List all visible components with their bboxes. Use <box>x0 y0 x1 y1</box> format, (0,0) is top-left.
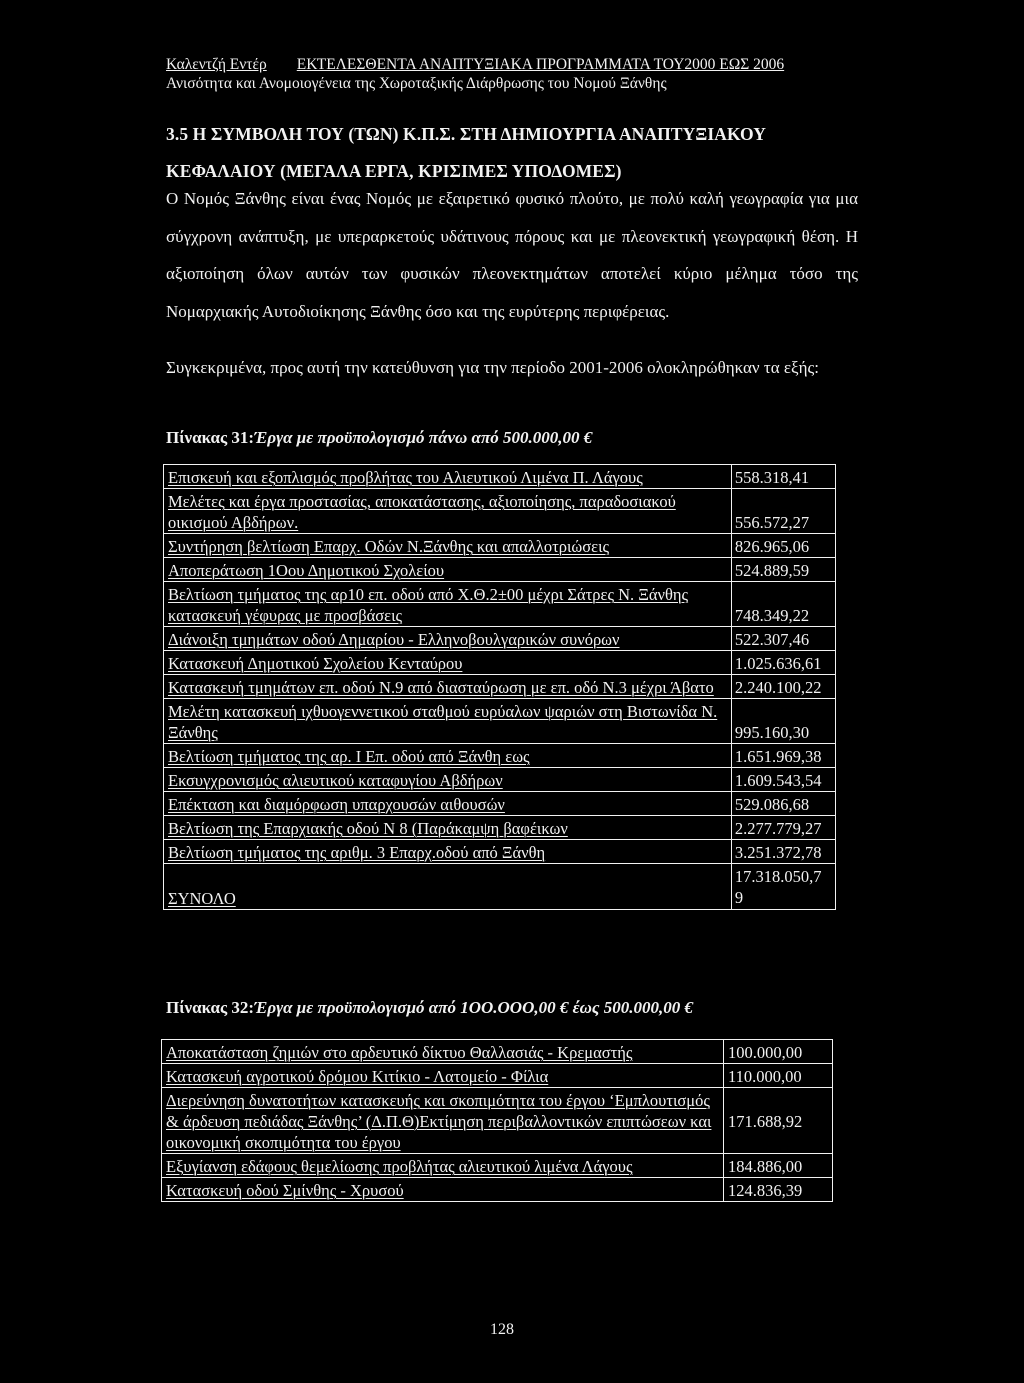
project-description: Βελτίωση τμήματος της αρ. I Επ. οδού από Ξάνθη εως <box>164 744 732 768</box>
table-row <box>164 465 836 489</box>
table-31 <box>163 464 836 910</box>
project-description: Βελτίωση τμήματος της αρ10 επ. οδού από Χ.Θ.2±00 μέχρι Σάτρες Ν. Ξάνθης κατασκευή γέφυρας με προσβάσεις <box>164 582 732 627</box>
project-description: Αποπεράτωση 1Οου Δημοτικού Σχολείου <box>164 558 732 582</box>
project-budget: 3.251.372,78 <box>731 840 835 864</box>
table-row <box>164 558 836 582</box>
table-row <box>162 1064 833 1088</box>
table-32-caption <box>166 998 693 1018</box>
table-row <box>164 675 836 699</box>
table-32 <box>161 1039 833 1202</box>
project-budget: 1.025.636,61 <box>731 651 835 675</box>
project-budget: 558.318,41 <box>731 465 835 489</box>
table-row <box>164 489 836 534</box>
project-description: Βελτίωση τμήματος της αριθμ. 3 Επαρχ.οδού από Ξάνθη <box>164 840 732 864</box>
project-budget: 1.651.969,38 <box>731 744 835 768</box>
project-description: Κατασκευή αγροτικού δρόμου Κιτίκιο - Λατομείο - Φίλια <box>162 1064 724 1088</box>
project-budget: 184.886,00 <box>724 1154 833 1178</box>
project-budget: 2.277.779,27 <box>731 816 835 840</box>
project-budget: 100.000,00 <box>724 1040 833 1064</box>
total-row <box>164 864 836 910</box>
project-description: Αποκατάσταση ζημιών στο αρδευτικό δίκτυο Θαλλασιάς - Κρεμαστής <box>162 1040 724 1064</box>
table-32-caption-text: Έργα με προϋπολογισμό από 1ΟΟ.ΟΟΟ,00 € έως 500.000,00 € <box>254 998 693 1017</box>
project-description: Κατασκευή τμημάτων επ. οδού Ν.9 από διασταύρωση με επ. οδό Ν.3 μέχρι Άβατο <box>164 675 732 699</box>
project-description: Μελέτη κατασκευή ιχθυογεννετικού σταθμού ευρύαλων ψαριών στη Βιστωνίδα Ν. Ξάνθης <box>164 699 732 744</box>
project-description: Βελτίωση της Επαρχιακής οδού Ν 8 (Παράκαμψη βαφέικων <box>164 816 732 840</box>
table-row <box>164 768 836 792</box>
table-row <box>164 699 836 744</box>
table-row <box>164 627 836 651</box>
table-32-label: Πίνακας 32: <box>166 998 255 1017</box>
header-title: ΕΚΤΕΛΕΣΘΕΝΤΑ ΑΝΑΠΤΥΞΙΑΚΑ ΠΡΟΓΡΑΜΜΑΤΑ ΤΟΥ2000 ΕΩΣ 2006 <box>296 56 785 73</box>
intro-paragraph: Ο Νομός Ξάνθης είναι ένας Νομός με εξαιρετικό φυσικό πλούτο, με πολύ καλή γεωγραφία για μια σύγχρονη ανάπτυξη, με υπεραρκετούς υδάτινους πόρους και με πλεονεκτική γεωγραφική θέση. Η αξιοποίηση όλων αυτών των φυσικών πλεονεκτημάτων αποτελεί κύριο μέλημα τόσο της Νομαρχιακής Αυτοδιοίκησης Ξάνθης όσο και της ευρύτερης περιφέρειας. <box>166 189 858 321</box>
table-31-caption-text: Έργα με προϋπολογισμό πάνω από 500.000,00 € <box>254 428 593 447</box>
project-description: Εξυγίανση εδάφους θεμελίωσης προβλήτας αλιευτικού λιμένα Λάγους <box>162 1154 724 1178</box>
table-row <box>162 1154 833 1178</box>
project-budget: 124.836,39 <box>724 1178 833 1202</box>
table-row <box>164 792 836 816</box>
table-row <box>164 582 836 627</box>
header-author: Καλεντζή Εντέρ <box>166 56 267 73</box>
table-row <box>162 1040 833 1064</box>
table-31-body <box>164 465 836 910</box>
project-budget: 748.349,22 <box>731 582 835 627</box>
table-row <box>164 534 836 558</box>
running-header <box>166 55 886 93</box>
project-description: Επέκταση και διαμόρφωση υπαρχουσών αιθουσών <box>164 792 732 816</box>
page-number: 128 <box>490 1321 514 1338</box>
project-budget: 995.160,30 <box>731 699 835 744</box>
table-row <box>162 1088 833 1154</box>
table-row <box>164 651 836 675</box>
table-32-body <box>162 1040 833 1202</box>
total-label: ΣΥΝΟΛΟ <box>164 864 732 910</box>
project-description: Μελέτες και έργα προστασίας, αποκατάστασης, αξιοποίησης, παραδοσιακού οικισμού Αβδήρων. <box>164 489 732 534</box>
section-title: 3.5 Η ΣΥΜΒΟΛΗ ΤΟΥ (ΤΩΝ) Κ.Π.Σ. ΣΤΗ ΔΗΜΙΟΥΡΓΙΑ ΑΝΑΠΤΥΞΙΑΚΟΥ ΚΕΦΑΛΑΙΟΥ (ΜΕΓΑΛΑ ΕΡΓΑ, ΚΡΙΣΙΜΕΣ ΥΠΟΔΟΜΕΣ) <box>166 124 766 181</box>
table-row <box>164 840 836 864</box>
project-description: Κατασκευή οδού Σμίνθης - Χρυσού <box>162 1178 724 1202</box>
project-description: Συντήρηση βελτίωση Επαρχ. Οδών Ν.Ξάνθης και απαλλοτριώσεις <box>164 534 732 558</box>
project-budget: 522.307,46 <box>731 627 835 651</box>
header-subtitle: Ανισότητα και Ανομοιογένεια της Χωροταξικής Διάρθρωσης του Νομού Ξάνθης <box>166 75 667 92</box>
table-row <box>162 1178 833 1202</box>
table-row <box>164 744 836 768</box>
project-description: Διερεύνηση δυνατοτήτων κατασκευής και σκοπιμότητα του έργου ‘Εμπλουτισμός & άρδευση πεδιάδας Ξάνθης’ (Δ.Π.Θ)Εκτίμηση περιβαλλοντικών επιπτώσεων και οικονομική σκοπιμότητα του έργου <box>162 1088 724 1154</box>
project-budget: 826.965,06 <box>731 534 835 558</box>
project-budget: 110.000,00 <box>724 1064 833 1088</box>
table-31-caption <box>166 428 592 448</box>
project-budget: 171.688,92 <box>724 1088 833 1154</box>
project-budget: 556.572,27 <box>731 489 835 534</box>
project-description: Κατασκευή Δημοτικού Σχολείου Κενταύρου <box>164 651 732 675</box>
project-budget: 1.609.543,54 <box>731 768 835 792</box>
project-description: Επισκευή και εξοπλισμός προβλήτας του Αλιευτικού Λιμένα Π. Λάγους <box>164 465 732 489</box>
table-row <box>164 816 836 840</box>
total-value: 17.318.050,7 9 <box>731 864 835 910</box>
summary-paragraph: Συγκεκριμένα, προς αυτή την κατεύθυνση για την περίοδο 2001-2006 ολοκληρώθηκαν τα εξής: <box>166 358 819 377</box>
project-budget: 529.086,68 <box>731 792 835 816</box>
project-description: Διάνοιξη τμημάτων οδού Δημαρίου - Ελληνοβουλγαρικών συνόρων <box>164 627 732 651</box>
project-budget: 2.240.100,22 <box>731 675 835 699</box>
header-line-1 <box>166 55 886 74</box>
project-budget: 524.889,59 <box>731 558 835 582</box>
project-description: Εκσυγχρονισμός αλιευτικού καταφυγίου Αβδήρων <box>164 768 732 792</box>
table-31-label: Πίνακας 31: <box>166 428 255 447</box>
